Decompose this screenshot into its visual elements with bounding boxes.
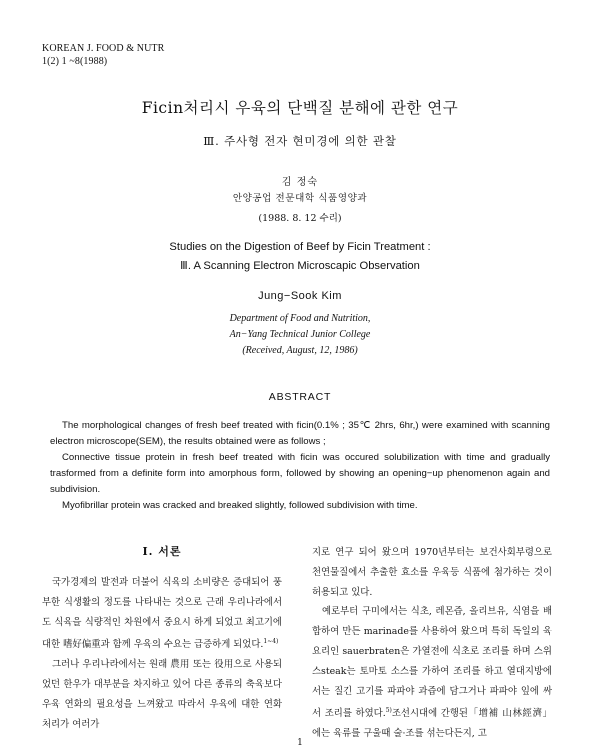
body-text: 국가경제의 발전과 더불어 식육의 소비량은 증대되어 풍부한 식생활의 정도를 나타내는 것으로 근래 우리나라에서도 식육을 식량적인 차원에서 중요시 하게 되었고 최고기에 대한 嗜好偏重과 함께 우육의 수요는 급증하게 되었다. xyxy=(42,577,282,651)
abstract-paragraph: Connective tissue protein in fresh beef treated with ficin was occured solubilization with time and gradually trasformed from a definite form into amorphous form, followed by showing an opening−up phenomenon again and subdivision. xyxy=(50,452,550,495)
body-paragraph: 지로 연구 되어 왔으며 1970년부터는 보건사회부령으로 천연물질에서 추출한 효소를 우육등 식품에 첨가하는 것이 허용되고 있다. xyxy=(312,547,552,598)
reference-superscript: 1~4) xyxy=(263,638,279,646)
abstract-body xyxy=(50,418,550,514)
author-korean: 김 정숙 xyxy=(281,177,319,188)
reference-superscript: 5) xyxy=(385,707,392,715)
affiliation-college: An−Yang Technical Junior College xyxy=(229,329,371,340)
title-english-line1: Studies on the Digestion of Beef by Ficin Treatment : xyxy=(169,241,431,253)
journal-issue: 1(2) 1 ~8(1988) xyxy=(42,56,108,67)
abstract-paragraph: The morphological changes of fresh beef treated with ficin(0.1% ; 35℃ 2hrs, 6hr,) were examined with scanning electron microscope(SEM), the results obtained were as follows ; xyxy=(50,420,550,447)
abstract-heading: ABSTRACT xyxy=(268,391,332,403)
affiliation-department: Department of Food and Nutrition, xyxy=(229,313,371,324)
right-column xyxy=(312,543,552,744)
body-paragraph xyxy=(312,602,552,744)
left-column xyxy=(42,543,282,735)
subtitle-korean: Ⅲ. 주사형 전자 현미경에 의한 관찰 xyxy=(203,134,397,148)
body-paragraph xyxy=(42,573,282,655)
title-english xyxy=(0,238,600,276)
author-english: Jung−Sook Kim xyxy=(258,290,342,302)
affiliation-english xyxy=(0,311,600,359)
title-korean: Ficin처리시 우육의 단백질 분해에 관한 연구 xyxy=(141,99,459,117)
body-text: 예로부터 구미에서는 식초, 레몬즙, 올리브유, 식염을 배합하여 만든 marinade를 사용하여 왔으며 특히 독일의 육요리인 sauerbraten은 가열전에 식초로 조리를 하며 스위스steak는 토마토 소스를 가하여 조리를 하고 열대지방에서는 질긴 고기를 파파야 과즙에 담그거나 파파야 잎에 싸서 조리를 하였다. xyxy=(312,606,552,720)
body-paragraph: 그러나 우리나라에서는 원래 農用 또는 役用으로 사용되었던 한우가 대부분을 차지하고 있어 다른 종류의 축육보다 우육 연화의 필요성을 느껴왔고 따라서 우육에 대한 연화 처리가 여러가 xyxy=(42,659,282,730)
received-date-korean: (1988. 8. 12 수리) xyxy=(258,213,342,224)
abstract-paragraph: Myofibrillar protein was cracked and breaked slightly, followed subdivision with time. xyxy=(62,500,418,511)
section-heading-introduction: Ⅰ. 서론 xyxy=(142,545,182,558)
page-number: 1 xyxy=(297,738,303,748)
affiliation-korean: 안양공업 전문대학 식품영양과 xyxy=(232,193,368,204)
title-english-line2: Ⅲ. A Scanning Electron Microscapic Observation xyxy=(180,260,420,272)
received-date-english: (Received, August, 12, 1986) xyxy=(242,345,358,356)
body-text: 조선시대에 간행된「增補 山林經濟」에는 육류를 구울때 술·조를 섞는다든지, 고 xyxy=(312,708,552,740)
journal-name: KOREAN J. FOOD & NUTR xyxy=(42,43,165,54)
journal-header xyxy=(42,42,164,68)
